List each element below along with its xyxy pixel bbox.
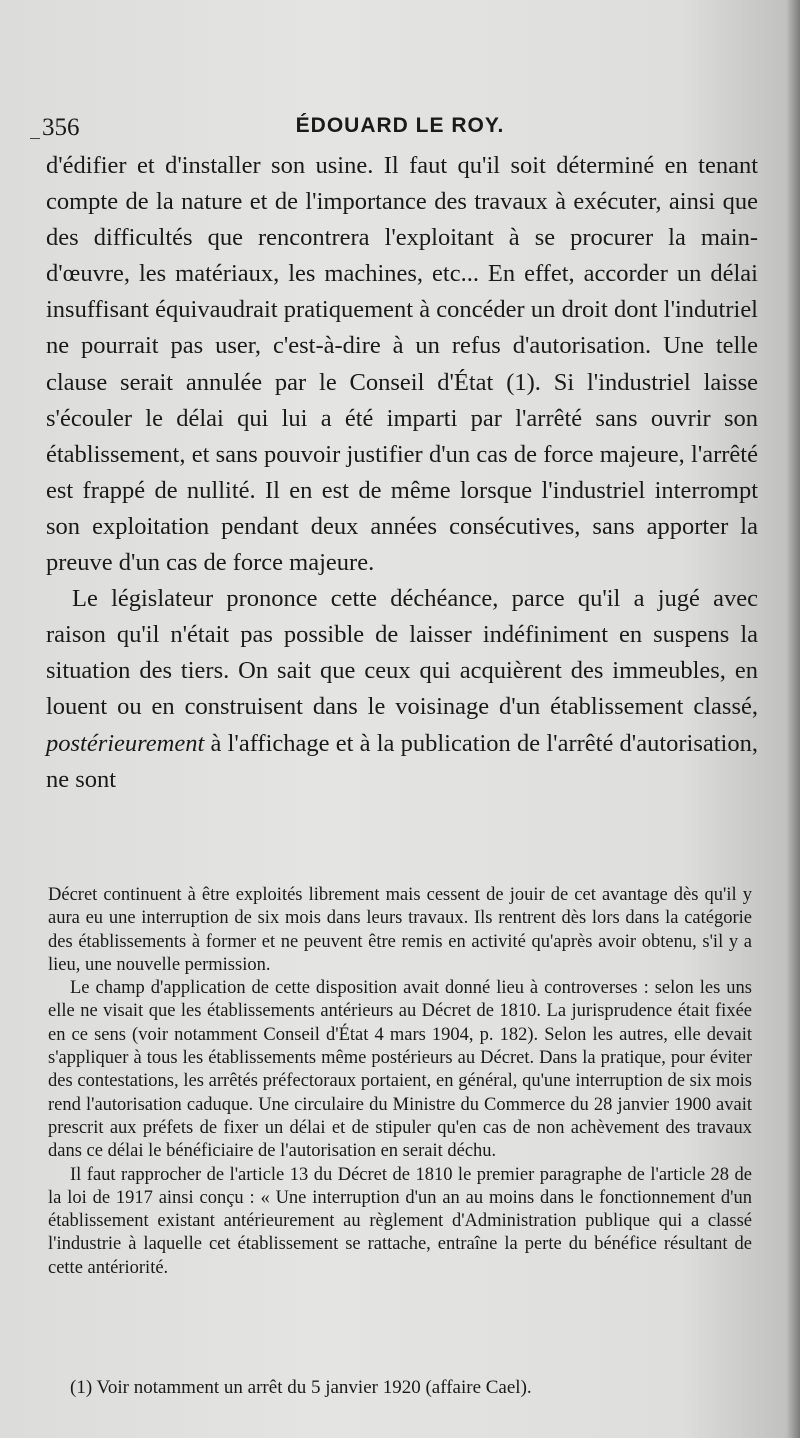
page-edge-shadow: [786, 0, 800, 1438]
margin-mark: [30, 138, 40, 139]
footnote-continuation: Décret continuent à être exploités librement mais cessent de jouir de cet avantage dès qu'il y aura eu une interruption de six mois dans leurs travaux. Ils rentrent dès lors dans la catégorie des établissements à former et ne peuvent être remis en activité qu'après avoir obtenu, s'il y a lieu, une nouvelle permission.: [48, 885, 752, 975]
footnote-paragraph-3: Il faut rapprocher de l'article 13 du Décret de 1810 le premier paragraphe de l'article 28 de la loi de 1917 ainsi conçu : « Une interruption d'un an au moins dans le fonctionnement d'un établissement existant antérieurement au règlement d'Administration publique qui a classé l'industrie à laquelle cet établissement se rattache, entraîne la perte du bénéfice résultant de cette antériorité.: [48, 1164, 752, 1278]
body-text: [46, 148, 758, 798]
page-number: 356: [42, 114, 80, 141]
emphasis-posterieurement: postérieurement: [46, 729, 205, 757]
footnotes: [48, 884, 752, 1280]
footnote-paragraph-2: Le champ d'application de cette disposition avait donné lieu à controverses : selon les uns elle ne visait que les établissements antérieurs au Décret de 1810. La jurisprudence était fixée en ce sens (voir notamment Conseil d'État 4 mars 1904, p. 182). Selon les autres, elle devait s'appliquer à tous les établissements même postérieurs au Décret. Dans la pratique, pour éviter des contestations, les arrêtés préfectoraux portaient, en général, qu'une interruption de six mois rend l'autorisation caduque. Une circulaire du Ministre du Commerce du 28 janvier 1900 avait prescrit aux préfets de fixer un délai et de stipuler qu'en cas de non achèvement des travaux dans ce délai le bénéficiaire de l'autorisation en serait déchu.: [48, 978, 752, 1162]
paragraph-1: d'édifier et d'installer son usine. Il faut qu'il soit déterminé en tenant compte de la nature et de l'importance des travaux à exécuter, ainsi que des difficultés que rencontrera l'exploitant à se procurer la main-d'œuvre, les matériaux, les machines, etc... En effet, accorder un délai insuffisant équivaudrait pratiquement à concéder un droit dont l'indutriel ne pourrait pas user, c'est-à-dire à un refus d'autorisation. Une telle clause serait annulée par le Conseil d'État (1). Si l'industriel laisse s'écouler le délai qui lui a été imparti par l'arrêté sans ouvrir son établissement, et sans pouvoir justifier d'un cas de force majeure, l'arrêté est frappé de nullité. Il en est de même lorsque l'industriel interrompt son exploitation pendant deux années consécutives, sans apporter la preuve d'un cas de force majeure.: [46, 152, 758, 577]
paragraph-2-start: Le législateur prononce cette déchéance, parce qu'il a jugé avec raison qu'il n'était pas possible de laisser indéfiniment en suspens la situation des tiers. On sait que ceux qui acquièrent des immeubles, en louent ou en construisent dans le voisinage d'un établissement classé,: [46, 585, 758, 721]
page-header: [40, 110, 760, 146]
paragraph-2-end: à l'affichage et à la publication de l'arrêté d'autorisation, ne sont: [46, 729, 758, 793]
paragraph-2: [46, 581, 758, 798]
footnote-1: (1) Voir notamment un arrêt du 5 janvier 1920 (affaire Cael).: [70, 1377, 532, 1398]
running-head: ÉDOUARD LE ROY.: [295, 114, 505, 137]
